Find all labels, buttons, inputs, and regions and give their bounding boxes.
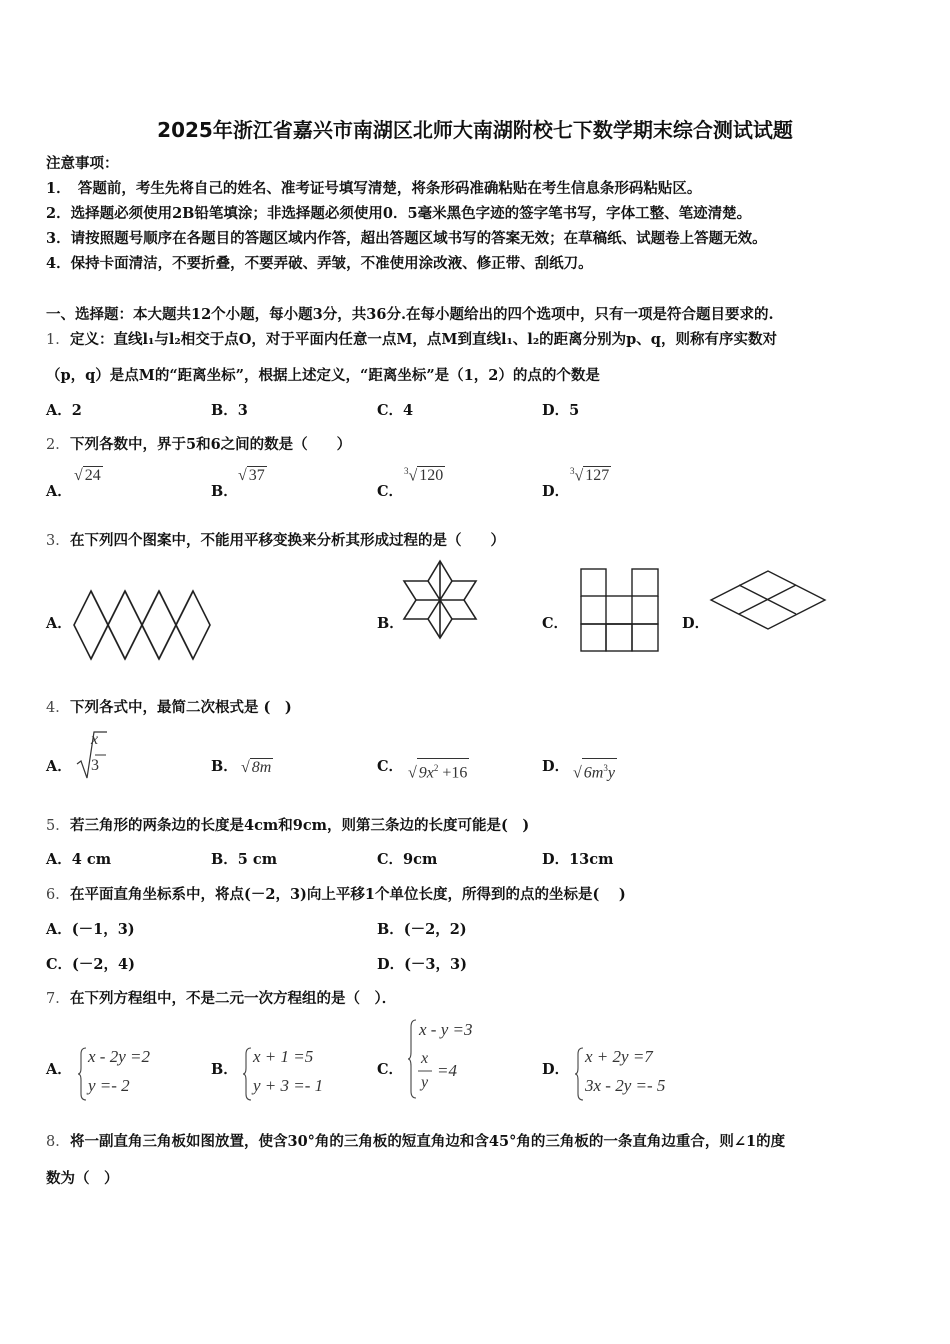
q6-stem: 在平面直角坐标系中，将点(－2，3)向上平移1个单位长度，所得到的点的坐标是( ) xyxy=(70,886,626,903)
q3-figure-b-star xyxy=(403,560,477,640)
q4-number: 4． xyxy=(46,700,70,716)
page-title: 2025年浙江省嘉兴市南湖区北师大南湖附校七下数学期末综合测试试题 xyxy=(157,118,793,142)
q5-stem: 若三角形的两条边的长度是4cm和9cm，则第三条边的长度可能是( ) xyxy=(70,817,530,834)
q4-option-a-numerator: x xyxy=(91,731,99,748)
q3-figure-c-squares xyxy=(580,568,660,652)
q5-option-d: D．13cm xyxy=(542,851,614,868)
notice-heading: 注意事项： xyxy=(46,155,119,172)
q2-index-d: 3 xyxy=(570,466,575,476)
q6-option-b: B．(－2，2) xyxy=(377,921,467,938)
section-heading: 一、选择题：本大题共12个小题，每小题3分，共36分.在每小题给出的四个选项中，只有一项是符合题目要求的. xyxy=(46,306,774,323)
notice-item-3: 3．请按照题号顺序在各题目的答题区域内作答，超出答题区域书写的答案无效；在草稿纸、试题卷上答题无效。 xyxy=(46,230,767,247)
q7-option-b-brace xyxy=(243,1046,253,1102)
q2-number: 2． xyxy=(46,437,70,453)
q7-option-d-brace xyxy=(575,1046,585,1102)
q1-line-1: 定义：直线l₁与l₂相交于点O，对于平面内任意一点M，点M到直线l₁、l₂的距离分别为p、q，则称有序实数对 xyxy=(70,331,777,348)
q2-option-c-label: C． xyxy=(377,483,404,500)
q2-radicand-d: 127 xyxy=(585,467,610,485)
q4-option-a-label: A． xyxy=(46,758,72,775)
q3-figure-a-rhombus-chain xyxy=(74,590,214,662)
q7-option-a-eq-1: x - 2y =2 xyxy=(88,1047,150,1066)
q7-option-c-eq-1: x - y =3 xyxy=(419,1020,473,1039)
q4-option-d-label: D． xyxy=(542,758,570,775)
q2-option-b-expr: √ 37 xyxy=(238,467,265,484)
q2-radicand-b: 37 xyxy=(248,467,265,484)
q3-option-d-label: D． xyxy=(682,615,710,632)
q1-line-2: （p，q）是点M的“距离坐标”，根据上述定义，“距离坐标”是（1，2）的点的个数是 xyxy=(46,367,600,384)
q5-option-c: C．9cm xyxy=(377,851,438,868)
q2-radicand-a: 24 xyxy=(84,467,101,484)
q4-option-b-radicand: 8m xyxy=(251,759,272,776)
q6-option-a: A．(－1，3) xyxy=(46,921,135,938)
q7-option-c-label: C． xyxy=(377,1061,404,1078)
q5-number: 5． xyxy=(46,818,70,834)
q4-option-d-expr: √ $6m^3y$ xyxy=(573,758,617,782)
q3-option-b-label: B． xyxy=(377,615,404,632)
q7-stem: 在下列方程组中，不是二元一次方程组的是（ ）． xyxy=(70,990,397,1007)
q3-figure-d-rhombus xyxy=(710,570,826,630)
q4-option-a-denominator: 3 xyxy=(91,757,99,774)
q1-option-d: D．5 xyxy=(542,402,580,419)
q1-option-b: B．3 xyxy=(211,402,248,419)
q4-option-d-exp: 3 xyxy=(603,763,608,773)
notice-item-4: 4．保持卡面清洁，不要折叠，不要弄破、弄皱，不准使用涂改液、修正带、刮纸刀。 xyxy=(46,255,593,272)
q2-option-d-expr: $^3$√ 127 xyxy=(570,466,610,485)
notice-item-1: 1． 答题前，考生先将自己的姓名、准考证号填写清楚，将条形码准确粘贴在考生信息条形码粘贴区。 xyxy=(46,180,702,197)
q7-option-c-numerator: x xyxy=(421,1050,429,1067)
q7-option-d-eq-2: 3x - 2y =- 5 xyxy=(585,1076,666,1095)
notice-item-2: 2．选择题必须使用2B铅笔填涂；非选择题必须使用0．5毫米黑色字迹的签字笔书写，字体工整、笔迹清楚。 xyxy=(46,205,752,222)
q2-option-b-label: B． xyxy=(211,483,238,500)
q4-option-c-expr: √ $9x^2 +16$ xyxy=(408,758,469,782)
q7-option-b-eq-2: y + 3 =- 1 xyxy=(253,1076,324,1095)
q7-option-c-rhs: =4 xyxy=(437,1061,457,1080)
q3-option-a-label: A． xyxy=(46,615,72,632)
q7-option-b-eq-1: x + 1 =5 xyxy=(253,1047,314,1066)
q5-option-a: A．4 cm xyxy=(46,851,112,868)
q4-option-b-label: B． xyxy=(211,758,238,775)
q3-stem: 在下列四个图案中，不能用平移变换来分析其形成过程的是（ ） xyxy=(70,532,505,549)
q2-radicand-c: 120 xyxy=(419,467,444,485)
q7-option-c-brace xyxy=(408,1018,418,1100)
q2-option-d-label: D． xyxy=(542,483,570,500)
q5-option-b: B．5 cm xyxy=(211,851,278,868)
q8-number: 8． xyxy=(46,1134,70,1150)
q2-index-c: 3 xyxy=(404,466,409,476)
q3-option-c-label: C． xyxy=(542,615,569,632)
q3-number: 3． xyxy=(46,533,70,549)
q4-option-d-post: y xyxy=(607,764,615,782)
q1-option-a: A．2 xyxy=(46,402,82,419)
q2-option-a-expr: √ 24 xyxy=(74,467,101,484)
q6-number: 6． xyxy=(46,887,70,903)
q7-option-d-label: D． xyxy=(542,1061,570,1078)
q7-option-a-label: A． xyxy=(46,1061,72,1078)
q4-option-c-base: 9x xyxy=(418,764,434,782)
q4-option-c-tail: +16 xyxy=(438,764,468,782)
q8-line-2: 数为（ ） xyxy=(46,1170,119,1187)
q1-option-c: C．4 xyxy=(377,402,414,419)
q2-option-a-label: A． xyxy=(46,483,72,500)
q7-option-a-brace xyxy=(78,1046,88,1102)
q7-option-c-denominator: y xyxy=(421,1074,429,1091)
q7-option-a-eq-2: y =- 2 xyxy=(88,1076,130,1095)
q4-option-c-label: C． xyxy=(377,758,404,775)
q4-option-c-exp: 2 xyxy=(433,763,439,773)
q2-stem: 下列各数中，界于5和6之间的数是（ ） xyxy=(70,436,352,453)
q7-option-c-fraction-bar xyxy=(418,1070,434,1072)
q4-stem: 下列各式中，最简二次根式是 ( ) xyxy=(70,699,292,716)
q4-option-b-expr: √ 8m xyxy=(241,759,272,776)
q2-option-c-expr: $^3$√ 120 xyxy=(404,466,444,485)
q7-option-b-label: B． xyxy=(211,1061,238,1078)
q6-option-c: C．(－2，4) xyxy=(46,956,135,973)
q4-option-d-pre: 6m xyxy=(583,764,604,782)
q6-option-d: D．(－3，3) xyxy=(377,956,467,973)
q7-option-d-eq-1: x + 2y =7 xyxy=(585,1047,653,1066)
q7-number: 7． xyxy=(46,991,70,1007)
q8-line-1: 将一副直角三角板如图放置，使含30°角的三角板的短直角边和含45°角的三角板的一条直角边重合，则∠1的度 xyxy=(70,1133,786,1150)
q1-number: 1． xyxy=(46,332,70,348)
